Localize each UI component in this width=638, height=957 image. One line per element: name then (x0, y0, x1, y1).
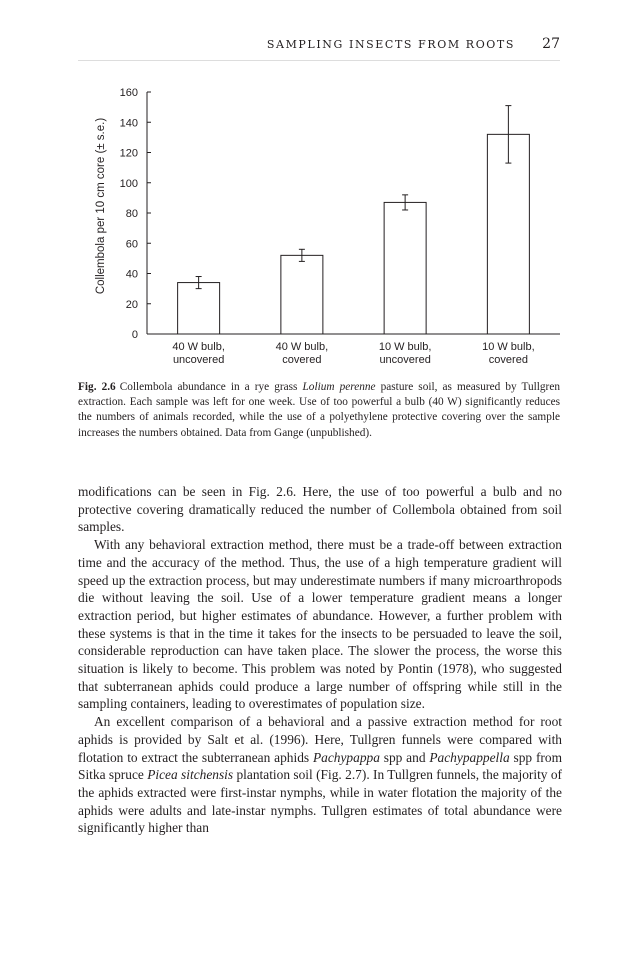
x-tick-label: 40 W bulb, (275, 341, 329, 353)
y-tick-label: 40 (125, 268, 138, 281)
paragraph-1: modifications can be seen in Fig. 2.6. Here, the use of too powerful a bulb and no protective covering dramatically reduced the number of Collembola obtained from soil samples. (78, 484, 562, 535)
x-tick-label: covered (488, 354, 528, 366)
y-tick-label: 60 (125, 238, 138, 251)
y-tick-label: 140 (119, 117, 138, 130)
x-tick-label: 40 W bulb, (172, 341, 225, 353)
y-tick-label: 0 (131, 329, 138, 341)
y-tick-label: 20 (125, 298, 138, 311)
caption-species: Lolium perenne (302, 381, 376, 393)
x-tick-label: 10 W bulb, (482, 341, 535, 353)
x-tick-label: covered (282, 354, 322, 366)
p3-species: Picea sitchensis (147, 767, 234, 783)
caption-text-a: Collembola abundance in a rye grass (119, 381, 303, 393)
x-tick-label: 10 W bulb, (378, 341, 432, 353)
bar (178, 283, 220, 334)
y-tick-label: 120 (119, 147, 138, 160)
running-title: SAMPLING INSECTS FROM ROOTS (266, 38, 515, 51)
bar-chart (78, 78, 562, 370)
p3-genus-2: Pachypappella (429, 749, 510, 765)
bar (281, 255, 323, 334)
caption-text-b: pasture soil, as measured by Tullgren extraction. Each sample was left for one week. Use of too powerful a bulb (40 W) significantly reduces the numbers of animals recorded, while the use of a polyethylene protective covering over the sample increases the numbers obtained. Data from Gange (unpublished). (78, 381, 560, 439)
paragraph-2: With any behavioral extraction method, there must be a trade-off between extraction time and the accuracy of the method. Thus, the use of a high temperature gradient will speed up the extraction process, but may underestimate numbers if many microarthropods die without leaving the soil. Use of a lower temperature gradient means a longer extraction period, but higher estimates of abundance. However, a further problem with these systems is that in the time it takes for the insects to be persuaded to leave the soil, considerable reproduction can have taken place. The slower the process, the worse this situation is likely to become. This problem was noted by Pontin (1978), who suggested that subterranean aphids could produce a large number of offspring while still in the sampling containers, leading to overestimates of population size. (78, 537, 562, 712)
y-tick-label: 100 (119, 177, 138, 190)
y-tick-label: 80 (125, 208, 138, 220)
bar (487, 134, 529, 334)
page-number: 27 (542, 36, 560, 52)
p3-text-b: spp and (379, 749, 430, 765)
p3-text-a: An excellent comparison of a behavioral and a passive extraction method for root aphids is provided by Salt et al. (1996). Here, Tullgren funnels were compared with flotation to extract the subterranean aphids (78, 714, 562, 765)
header-rule (78, 60, 560, 61)
p3-text-c: spp from Sitka spruce (78, 749, 562, 783)
x-tick-label: uncovered (172, 354, 225, 366)
x-tick-label: uncovered (379, 354, 431, 366)
paragraph-3 (78, 713, 562, 837)
running-head (0, 38, 560, 58)
y-axis-label: Collembola per 10 cm core (± s.e.) (95, 117, 107, 295)
y-tick-label: 160 (119, 87, 138, 99)
caption-label: Fig. 2.6 (78, 381, 116, 393)
body-text (78, 483, 562, 837)
figure-caption (78, 380, 560, 441)
p3-text-d: plantation soil (Fig. 2.7). In Tullgren funnels, the majority of the aphids extracted were first-instar nymphs, while in water flotation the majority of the aphids were adults and late-instar nymphs. Tullgren estimates of total abundance were significantly higher than (78, 767, 563, 836)
p3-genus-1: Pachypappa (312, 749, 380, 765)
bar (384, 202, 426, 334)
